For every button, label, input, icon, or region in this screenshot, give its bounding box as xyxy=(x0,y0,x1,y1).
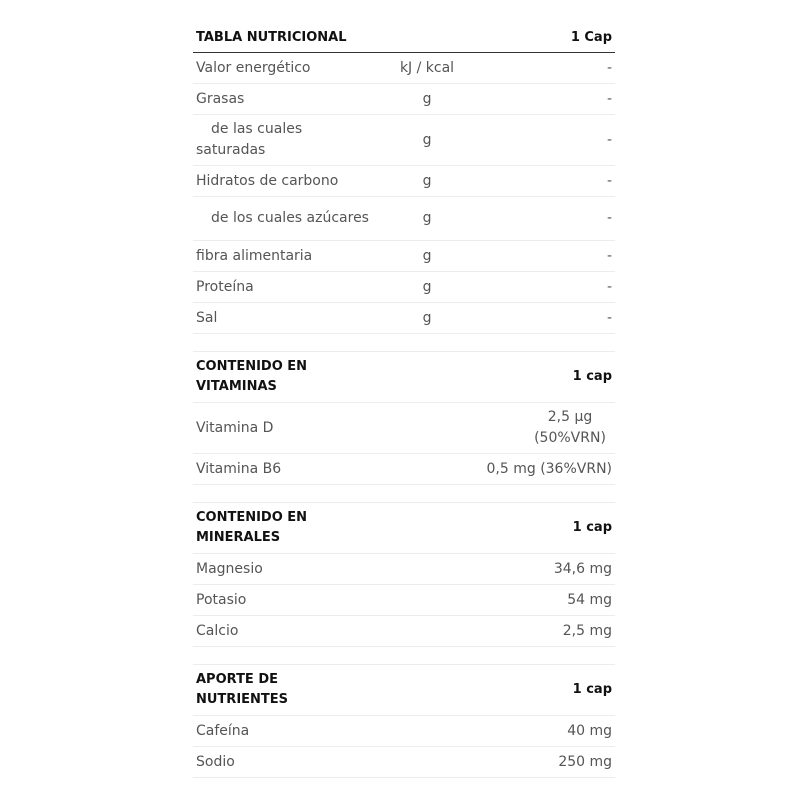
nutrition-table xyxy=(193,22,615,778)
table-row xyxy=(193,454,615,485)
row-value: 2,5 mg xyxy=(461,616,615,647)
section-title xyxy=(193,503,393,554)
table-row xyxy=(193,115,615,166)
table-row xyxy=(193,272,615,303)
table-row xyxy=(193,303,615,334)
table-row xyxy=(193,716,615,747)
table-row xyxy=(193,747,615,778)
section-title-text: APORTE DE NUTRIENTES xyxy=(196,672,289,707)
row-value: 0,5 mg (36%VRN) xyxy=(461,454,615,485)
table-row xyxy=(193,585,615,616)
row-label: Cafeína xyxy=(193,716,393,747)
row-unit: g xyxy=(393,197,461,241)
empty-cell xyxy=(393,585,461,616)
table-row xyxy=(193,197,615,241)
table-row xyxy=(193,53,615,84)
row-unit: g xyxy=(393,272,461,303)
row-label-text: de las cuales saturadas xyxy=(196,121,303,158)
table-row xyxy=(193,554,615,585)
empty-cell xyxy=(393,665,461,716)
empty-cell xyxy=(393,352,461,403)
nutrition-table-container xyxy=(193,22,615,778)
table-title: TABLA NUTRICIONAL xyxy=(193,22,461,53)
row-value: 54 mg xyxy=(461,585,615,616)
row-unit: g xyxy=(393,241,461,272)
table-row xyxy=(193,84,615,115)
row-value: 40 mg xyxy=(461,716,615,747)
row-value: - xyxy=(461,241,615,272)
row-value: - xyxy=(461,166,615,197)
section-serving: 1 cap xyxy=(461,665,615,716)
empty-cell xyxy=(393,554,461,585)
row-value: - xyxy=(461,272,615,303)
table-row xyxy=(193,241,615,272)
empty-cell xyxy=(393,747,461,778)
table-row xyxy=(193,616,615,647)
row-label: Calcio xyxy=(193,616,393,647)
row-label: Sal xyxy=(193,303,393,334)
row-label xyxy=(193,115,393,166)
empty-cell xyxy=(393,503,461,554)
row-label: Hidratos de carbono xyxy=(193,166,393,197)
row-unit: g xyxy=(393,115,461,166)
table-serving: 1 Cap xyxy=(461,22,615,53)
table-header-row xyxy=(193,22,615,53)
minerals-header-row xyxy=(193,503,615,554)
section-title xyxy=(193,352,393,403)
section-spacer xyxy=(193,647,615,665)
row-label: Potasio xyxy=(193,585,393,616)
row-value: - xyxy=(461,197,615,241)
row-unit: g xyxy=(393,303,461,334)
section-title xyxy=(193,665,393,716)
table-row xyxy=(193,166,615,197)
section-spacer xyxy=(193,334,615,352)
row-label: Grasas xyxy=(193,84,393,115)
row-value: 34,6 mg xyxy=(461,554,615,585)
section-title-text: CONTENIDO EN MINERALES xyxy=(196,510,308,545)
section-spacer xyxy=(193,485,615,503)
row-unit: g xyxy=(393,84,461,115)
empty-cell xyxy=(393,403,461,454)
row-value: - xyxy=(461,84,615,115)
row-unit: kJ / kcal xyxy=(393,53,461,84)
row-label: Magnesio xyxy=(193,554,393,585)
section-title-text: CONTENIDO EN VITAMINAS xyxy=(196,359,308,394)
row-value: - xyxy=(461,303,615,334)
section-serving: 1 cap xyxy=(461,352,615,403)
row-label: Vitamina D xyxy=(193,403,393,454)
empty-cell xyxy=(393,454,461,485)
row-label: Vitamina B6 xyxy=(193,454,393,485)
nutrients-header-row xyxy=(193,665,615,716)
row-value-text: 2,5 µg (50%VRN) xyxy=(534,409,606,446)
row-label: Valor energético xyxy=(193,53,393,84)
section-serving: 1 cap xyxy=(461,503,615,554)
row-unit: g xyxy=(393,166,461,197)
row-value: 250 mg xyxy=(461,747,615,778)
empty-cell xyxy=(393,616,461,647)
row-label: fibra alimentaria xyxy=(193,241,393,272)
row-value xyxy=(461,403,615,454)
row-label: Proteína xyxy=(193,272,393,303)
vitamins-header-row xyxy=(193,352,615,403)
row-value: - xyxy=(461,115,615,166)
row-value: - xyxy=(461,53,615,84)
row-label: de los cuales azúcares xyxy=(193,197,393,241)
row-label: Sodio xyxy=(193,747,393,778)
table-row xyxy=(193,403,615,454)
empty-cell xyxy=(393,716,461,747)
